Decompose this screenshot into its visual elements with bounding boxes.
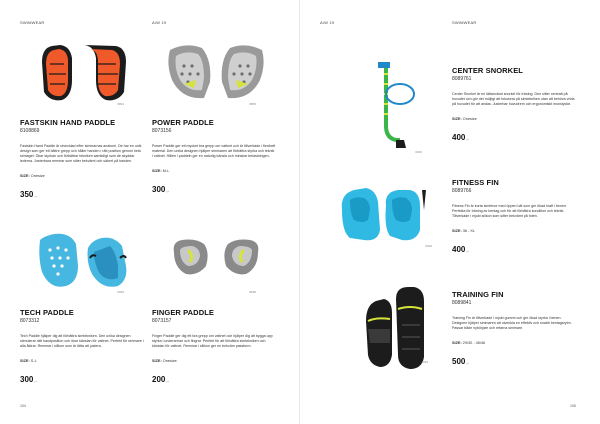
product-fastskin-hand-paddle bbox=[20, 40, 148, 199]
product-code: 8089761 bbox=[452, 76, 472, 82]
price-value: 300 bbox=[152, 185, 166, 194]
price-currency: ,- bbox=[466, 248, 469, 253]
product-title: FINGER PADDLE bbox=[152, 308, 214, 317]
product-training-fin bbox=[452, 290, 580, 366]
center-snorkel-icon bbox=[362, 60, 422, 150]
price-currency: ,- bbox=[34, 378, 37, 383]
product-title: TECH PADDLE bbox=[20, 308, 74, 317]
product-code: 8089766 bbox=[452, 188, 472, 194]
size-label: SIZE: bbox=[452, 341, 462, 345]
left-header-section: SWIMWEAR bbox=[20, 20, 45, 25]
product-size bbox=[152, 359, 280, 363]
price-currency: ,- bbox=[34, 193, 37, 198]
price-currency: ,- bbox=[466, 360, 469, 365]
product-image bbox=[20, 228, 148, 298]
size-value: Onesize bbox=[462, 117, 477, 121]
product-price bbox=[20, 190, 148, 199]
product-code: 8108869 bbox=[20, 128, 40, 134]
product-code: 8073312 bbox=[20, 318, 40, 324]
tech-paddle-icon bbox=[20, 228, 148, 298]
size-value: Onesize bbox=[30, 174, 45, 178]
size-label: SIZE: bbox=[152, 169, 162, 173]
size-value: M-L bbox=[162, 169, 170, 173]
product-description: Center Snorkel är en lättanvänd snorkel för träning. Den sitter centralt på huvudet och gör det möjligt att fokusera på simtekniken utan att behöva vrida på huvudet för att andas. Justerbar huvudrem och ergonomiskt munstycke. bbox=[452, 92, 575, 106]
product-code: 8073157 bbox=[152, 318, 172, 324]
product-finger-paddle bbox=[152, 228, 280, 384]
size-label: SIZE: bbox=[20, 359, 30, 363]
price-value: 400 bbox=[452, 245, 466, 254]
image-code: 8185 bbox=[249, 290, 256, 294]
product-size bbox=[20, 359, 148, 363]
price-currency: ,- bbox=[166, 188, 169, 193]
product-price bbox=[152, 375, 280, 384]
size-value: S-L bbox=[30, 359, 37, 363]
price-currency: ,- bbox=[166, 378, 169, 383]
product-price bbox=[452, 245, 580, 254]
product-size bbox=[452, 341, 580, 345]
price-currency: ,- bbox=[466, 136, 469, 141]
product-title: TRAINING FIN bbox=[452, 290, 504, 299]
finger-paddle-icon bbox=[152, 228, 280, 298]
page-divider bbox=[299, 0, 300, 424]
product-size bbox=[152, 169, 280, 173]
product-image bbox=[152, 228, 280, 298]
image-code: 4049 bbox=[421, 360, 428, 364]
size-value: Onesize bbox=[162, 359, 177, 363]
price-value: 350 bbox=[20, 190, 34, 199]
price-value: 300 bbox=[20, 375, 34, 384]
image-code: 0891 bbox=[117, 102, 124, 106]
size-label: SIZE: bbox=[152, 359, 162, 363]
product-size bbox=[452, 117, 580, 121]
image-code: 8865 bbox=[249, 102, 256, 106]
product-description: Finger Paddle ger dig ett bra grepp om vattnet och hjälper dig att bygga upp styrka i underarmar och fingrar. Perfekt för att förbättra simtekniken och känslan för vattnet. Remmar i silikon ger en bekväm passform. bbox=[152, 334, 273, 348]
price-value: 400 bbox=[452, 133, 466, 142]
product-description: Tech Paddle hjälper dig att förbättra simtekniken. Den unika designen stimulerar rätt handposition och ökar känslan för vattnet. Perfekt för simmare i alla åldrar. Remmar i silikon som är lätta att justera. bbox=[20, 334, 144, 348]
training-fin-image bbox=[362, 285, 428, 370]
product-size bbox=[20, 174, 148, 178]
product-center-snorkel bbox=[452, 66, 580, 142]
product-title: FITNESS FIN bbox=[452, 178, 499, 187]
image-code: 0000 bbox=[415, 150, 422, 154]
size-value: 36 - XL bbox=[462, 229, 476, 233]
product-code: 8073156 bbox=[152, 128, 172, 134]
fitness-fin-image bbox=[336, 180, 432, 250]
product-description: Power Paddle ger ett mycket bra grepp om vattnet och är tillverkade i flexibelt material. Den unika designen hjälper simmaren att förbättra styrka och teknik i vattnet. Hålen i paddeln ger en naturlig känsla och minskar belastningen. bbox=[152, 144, 276, 158]
product-price bbox=[452, 357, 580, 366]
image-code: 0049 bbox=[425, 244, 432, 248]
product-price bbox=[152, 185, 280, 194]
product-title: FASTSKIN HAND PADDLE bbox=[20, 118, 116, 127]
fastskin-paddle-icon bbox=[20, 40, 148, 110]
left-header-season: A/W 19 bbox=[152, 20, 167, 25]
image-code: 2925 bbox=[117, 290, 124, 294]
power-paddle-icon bbox=[152, 40, 280, 110]
product-power-paddle bbox=[152, 40, 280, 194]
product-price bbox=[452, 133, 580, 142]
price-value: 500 bbox=[452, 357, 466, 366]
snorkel-image bbox=[362, 60, 422, 154]
product-fitness-fin bbox=[452, 178, 580, 254]
training-fin-icon bbox=[362, 285, 428, 370]
product-title: POWER PADDLE bbox=[152, 118, 214, 127]
product-description: Training Fin är tillverkade i mjukt gummi och ger ökad styrka i benen. Designen hjälper simmaren att utveckla en effektiv och snabb bentagsrytm. Passar både nybörjare och erfarna simmare. bbox=[452, 316, 572, 330]
product-size bbox=[452, 229, 580, 233]
price-value: 200 bbox=[152, 375, 166, 384]
product-code: 8089841 bbox=[452, 300, 472, 306]
size-label: SIZE: bbox=[20, 174, 30, 178]
product-title: CENTER SNORKEL bbox=[452, 66, 523, 75]
product-description: Fastskin Hand Paddle är utvecklad efter simmarnas anatomi. De har en unik design som ger ett bättre grepp och håller handen i rätt position genom hela simtaget. Ökar styrkan och förbättrar tekniken samtidigt som de skyddar lederna. Justerbara remmar som sitter bekvämt och säkert på handen. bbox=[20, 144, 142, 163]
size-label: SIZE: bbox=[452, 229, 462, 233]
product-image bbox=[152, 40, 280, 110]
fitness-fin-icon bbox=[336, 180, 432, 250]
product-description: Fitness Fin är korta simfenor med öppen häl som ger ökad kraft i benen. Perfekta för träning av bentag och för att förbättra kondition och teknik. Tillverkade i mjukt silikon som sitter bekvämt på foten. bbox=[452, 204, 567, 218]
left-page-number: 104 bbox=[20, 404, 26, 408]
product-tech-paddle bbox=[20, 228, 148, 384]
right-header-season: A/W 19 bbox=[320, 20, 335, 25]
product-price bbox=[20, 375, 148, 384]
product-image bbox=[20, 40, 148, 110]
size-value: 29/30 - 45/46 bbox=[462, 341, 486, 345]
right-header-section: SWIMWEAR bbox=[452, 20, 477, 25]
size-label: SIZE: bbox=[452, 117, 462, 121]
right-page-number: 105 bbox=[570, 404, 576, 408]
